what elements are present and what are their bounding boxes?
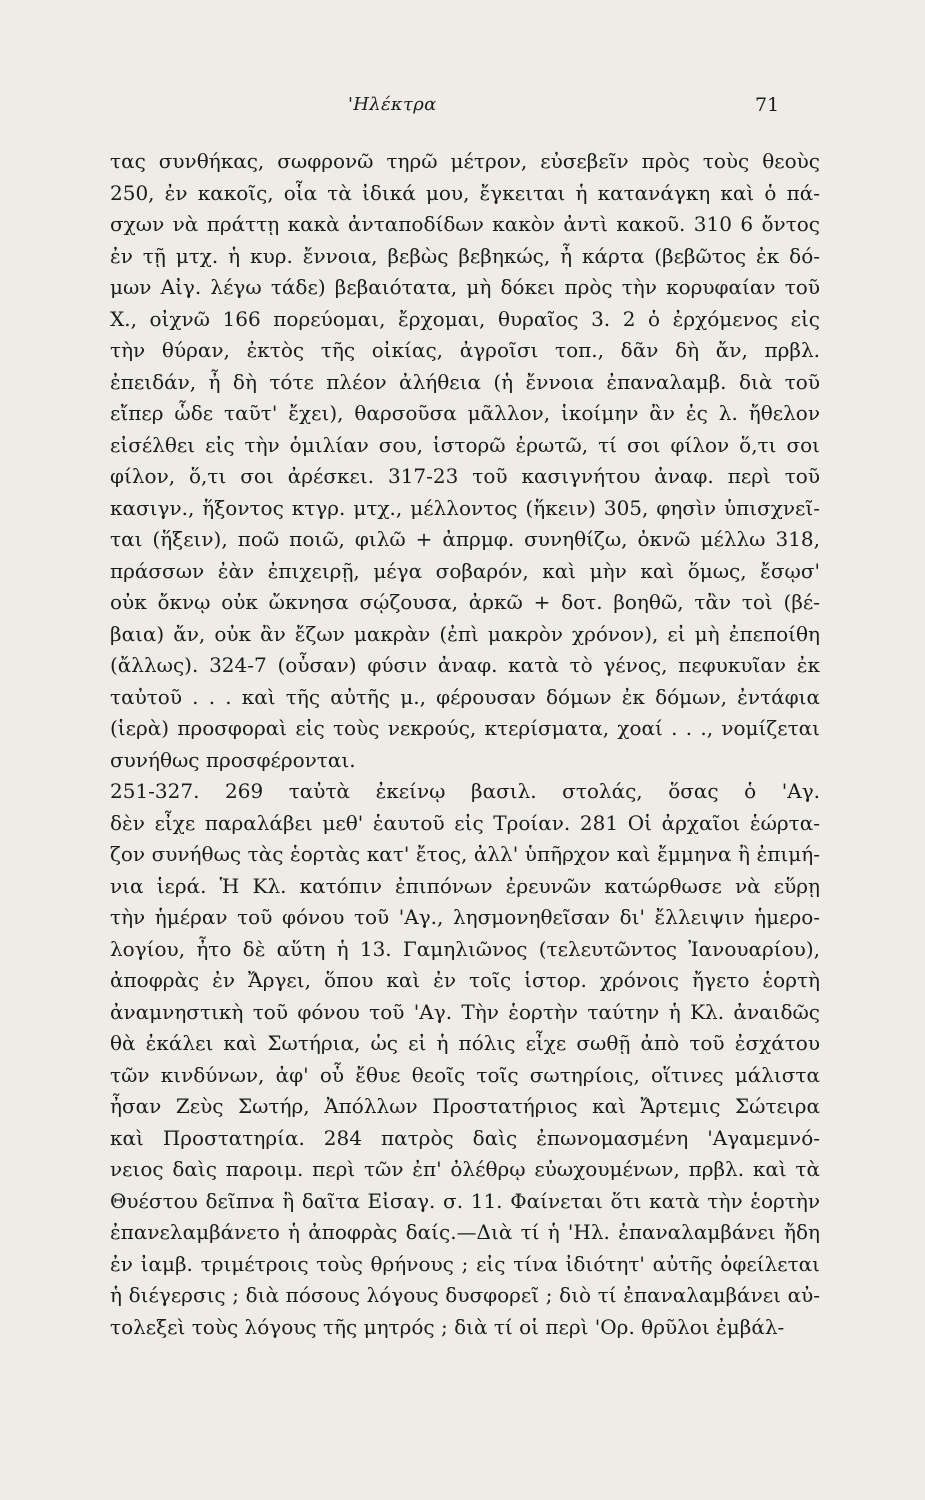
text-line: οὐκ ὄκνῳ οὐκ ὤκνησα σῴζουσα, ἀρκῶ + δοτ. βοηθῶ, τἂν τοὶ (βέ-	[110, 590, 820, 614]
page-number: 71	[755, 94, 780, 116]
text-line: ζον συνήθως τὰς ἑορτὰς κατ' ἔτος, ἀλλ' ὑπῆρχον καὶ ἔμμηνα ἢ ἐπιμή-	[110, 842, 820, 866]
text-line: τῶν κινδύνων, ἀφ' οὗ ἔθυε θεοῖς τοῖς σωτηρίοις, οἵτινες μάλιστα	[110, 1062, 820, 1087]
text-line: φίλον, ὅ,τι σοι ἀρέσκει. 317-23 τοῦ κασιγνήτου ἀναφ. περὶ τοῦ	[110, 464, 820, 488]
text-line: ἦσαν Ζεὺς Σωτήρ, Ἀπόλλων Προστατήριος καὶ Ἄρτεμις Σώτειρα	[110, 1094, 820, 1118]
text-line: (ἄλλως). 324-7 (οὖσαν) φύσιν ἀναφ. κατὰ τὸ γένος, πεφυκυῖαν ἐκ	[110, 653, 820, 677]
text-line: Θυέστου δεῖπνα ἢ δαῖτα Εἰσαγ. σ. 11. Φαίνεται ὅτι κατὰ τὴν ἑορτὴν	[110, 1188, 820, 1213]
text-line: Χ., οἰχνῶ 166 πορεύομαι, ἔρχομαι, θυραῖος 3. 2 ὁ ἐρχόμενος εἰς	[110, 306, 820, 331]
text-line: νειος δαὶς παροιμ. περὶ τῶν ἐπ' ὀλέθρῳ εὐωχουμένων, πρβλ. καὶ τὰ	[110, 1157, 820, 1181]
text-line: ἐν τῇ μτχ. ἡ κυρ. ἔννοια, βεβὼς βεβηκώς, ἦ κάρτα (βεβῶτος ἐκ δό-	[110, 243, 820, 268]
text-line: τας συνθήκας, σωφρονῶ τηρῶ μέτρον, εὐσεβεῖν πρὸς τοὺς θεοὺς	[110, 149, 820, 173]
text-line: εἰσέλθει εἰς τὴν ὁμιλίαν σου, ἱστορῶ ἐρωτῶ, τί σοι φίλον ὅ,τι σοι	[110, 432, 820, 457]
text-line: μων Αἰγ. λέγω τάδε) βεβαιότατα, μὴ δόκει πρὸς τὴν κορυφαίαν τοῦ	[110, 275, 820, 299]
text-line: σχων νὰ πράττῃ κακὰ ἀνταποδίδων κακὸν ἀντὶ κακοῦ. 310 6 ὄντος	[110, 212, 820, 236]
text-line: δὲν εἶχε παραλάβει μεθ' ἑαυτοῦ εἰς Τροίαν. 281 Οἱ ἀρχαῖοι ἑώρτα-	[110, 810, 820, 835]
running-title: 'Ηλέκτρα	[348, 94, 437, 115]
text-line: ἡ διέγερσις ; διὰ πόσους λόγους δυσφορεῖ ; διὸ τί ἐπαναλαμβάνει αὐ-	[110, 1283, 820, 1307]
text-line: τὴν θύραν, ἐκτὸς τῆς οἰκίας, ἀγροῖσι τοπ., δᾶν δὴ ἄν, πρβλ.	[110, 338, 820, 362]
text-line: συνήθως προσφέρονται.	[110, 747, 356, 772]
text-line: λογίου, ἦτο δὲ αὕτη ἡ 13. Γαμηλιῶνος (τελευτῶντος Ἰανουαρίου),	[110, 936, 820, 961]
text-line: βαια) ἄν, οὐκ ἂν ἔζων μακρὰν (ἐπὶ μακρὸν χρόνον), εἰ μὴ ἐπεποίθη	[110, 621, 820, 646]
text-line: τὴν ἡμέραν τοῦ φόνου τοῦ 'Αγ., λησμονηθεῖσαν δι' ἔλλειψιν ἡμερο-	[110, 905, 820, 929]
text-line: ἀναμνηστικὴ τοῦ φόνου τοῦ 'Αγ. Τὴν ἑορτὴν ταύτην ἡ Κλ. ἀναιδῶς	[110, 999, 820, 1024]
text-line: πράσσων ἐὰν ἐπιχειρῇ, μέγα σοβαρόν, καὶ μὴν καὶ ὅμως, ἔσῳσ'	[110, 558, 820, 583]
commentary-text	[110, 146, 820, 1343]
text-line: τολεξεὶ τοὺς λόγους τῆς μητρός ; διὰ τί οἱ περὶ 'Ορ. θρῦλοι ἐμβάλ-	[110, 1314, 785, 1339]
text-line: ἐπανελαμβάνετο ἡ ἀποφρὰς δαίς.—Διὰ τί ἡ 'Ηλ. ἐπαναλαμβάνει ἤδη	[110, 1220, 820, 1244]
text-line: ἐπειδάν, ἦ δὴ τότε πλέον ἀλήθεια (ἡ ἔννοια ἐπαναλαμβ. διὰ τοῦ	[110, 369, 820, 394]
text-line: 250, ἐν κακοῖς, οἷα τὰ ἰδικά μου, ἔγκειται ἡ κατανάγκη καὶ ὁ πά-	[110, 180, 820, 205]
text-line: ται (ἥξειν), ποῶ ποιῶ, φιλῶ + ἀπρμφ. συνηθίζω, ὀκνῶ μέλλω 318,	[110, 527, 820, 551]
text-line: νια ἱερά. Ἡ Κλ. κατόπιν ἐπιπόνων ἐρευνῶν κατώρθωσε νὰ εὕρῃ	[110, 873, 820, 898]
running-head	[0, 94, 925, 122]
text-line: θὰ ἐκάλει καὶ Σωτήρια, ὡς εἰ ἡ πόλις εἶχε σωθῇ ἀπὸ τοῦ ἐσχάτου	[110, 1031, 820, 1055]
text-line: ἀποφρὰς ἐν Ἄργει, ὅπου καὶ ἐν τοῖς ἱστορ. χρόνοις ἤγετο ἑορτὴ	[110, 968, 820, 992]
text-line: καὶ Προστατηρία. 284 πατρὸς δαὶς ἐπωνομασμένη 'Αγαμεμνό-	[110, 1125, 820, 1150]
text-line: 251-327. 269 ταὐτὰ ἐκείνῳ βασιλ. στολάς, ὅσας ὁ 'Αγ.	[110, 779, 820, 803]
text-line: ἐν ἰαμβ. τριμέτροις τοὺς θρήνους ; εἰς τίνα ἰδιότητ' αὐτῆς ὀφείλεται	[110, 1251, 820, 1276]
text-line: ταὐτοῦ . . . καὶ τῆς αὐτῆς μ., φέρουσαν δόμων ἐκ δόμων, ἐντάφια	[110, 684, 820, 709]
text-line: εἴπερ ὧδε ταῦτ' ἔχει), θαρσοῦσα μᾶλλον, ἱκοίμην ἂν ἐς λ. ἤθελον	[110, 401, 820, 425]
text-line: (ἱερὰ) προσφοραὶ εἰς τοὺς νεκρούς, κτερίσματα, χοαί . . ., νομίζεται	[110, 716, 820, 740]
text-line: κασιγν., ἥξοντος κτγρ. μτχ., μέλλοντος (ἥκειν) 305, φησὶν ὑπισχνεῖ-	[110, 495, 820, 520]
